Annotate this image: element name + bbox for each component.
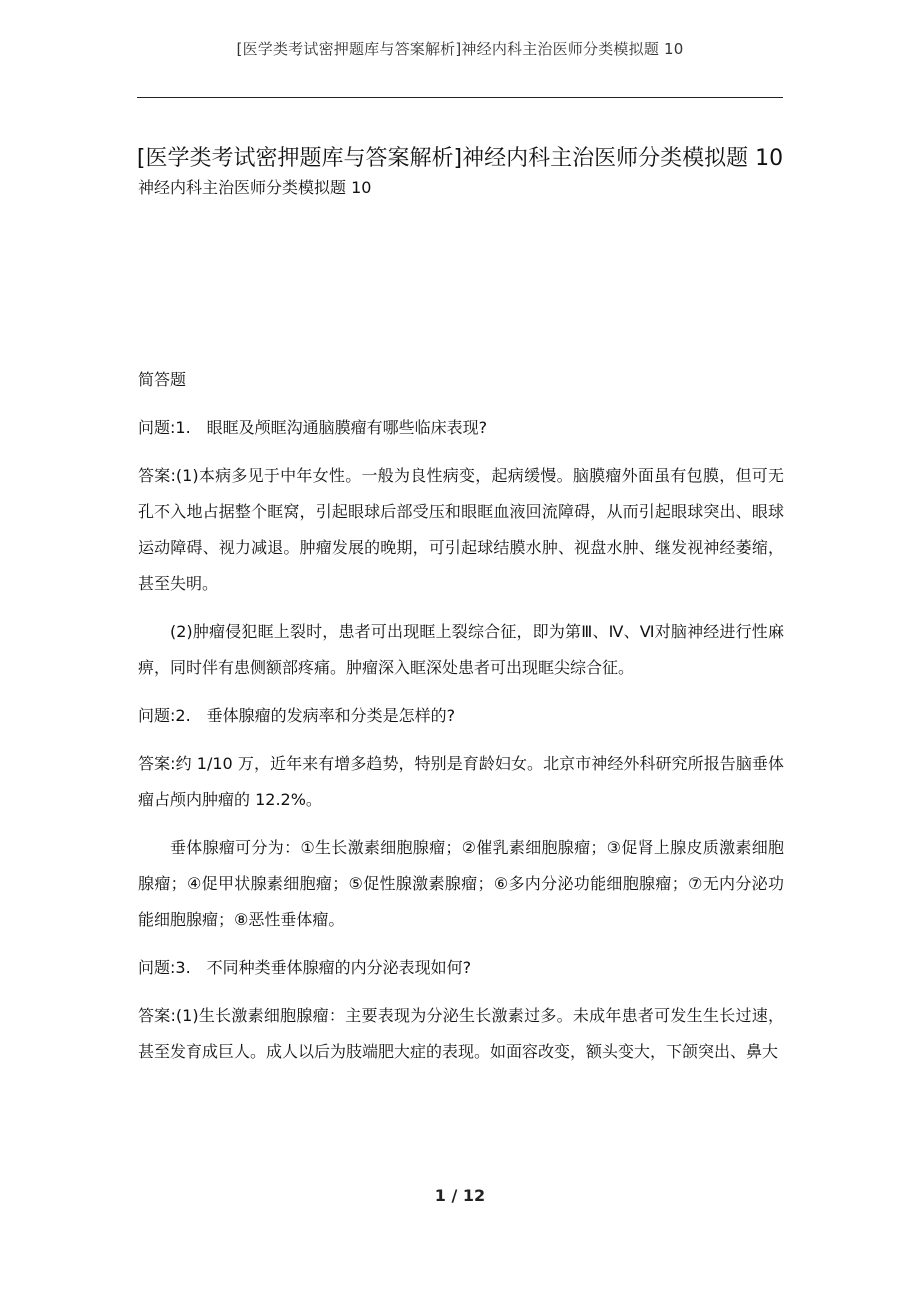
- question-2: 问题:2. 垂体腺瘤的发病率和分类是怎样的?: [138, 706, 456, 725]
- answer-2-paragraph-2: 垂体腺瘤可分为：①生长激素细胞腺瘤；②催乳素细胞腺瘤；③促肾上腺皮质激素细胞腺瘤；④促甲状腺素细胞瘤；⑤促性腺激素腺瘤；⑥多内分泌功能细胞腺瘤；⑦无内分泌功能细胞腺瘤；⑧恶性垂体瘤。: [138, 838, 784, 929]
- section-heading: 简答题: [138, 370, 187, 389]
- document-subtitle: 神经内科主治医师分类模拟题 10: [138, 178, 372, 197]
- question-1: 问题:1. 眼眶及颅眶沟通脑膜瘤有哪些临床表现?: [138, 418, 488, 437]
- page-indicator: 1 / 12: [434, 1186, 486, 1205]
- answer-2-paragraph-1: 答案:约 1/10 万，近年来有增多趋势，特别是育龄妇女。北京市神经外科研究所报告脑垂体瘤占颅内肿瘤的 12.2%。: [138, 754, 784, 809]
- question-3: 问题:3. 不同种类垂体腺瘤的内分泌表现如何?: [138, 958, 472, 977]
- answer-3-paragraph-1: 答案:(1)生长激素细胞腺瘤：主要表现为分泌生长激素过多。未成年患者可发生生长过速，甚至发育成巨人。成人以后为肢端肥大症的表现。如面容改变，额头变大，下颌突出、鼻大: [138, 1006, 784, 1061]
- header-divider: [137, 97, 783, 98]
- document-body: [138, 362, 784, 1082]
- running-header: [医学类考试密押题库与答案解析]神经内科主治医师分类模拟题 10: [236, 40, 684, 58]
- document-title: [医学类考试密押题库与答案解析]神经内科主治医师分类模拟题 10: [136, 145, 784, 171]
- answer-1-paragraph-1: 答案:(1)本病多见于中年女性。一般为良性病变，起病缓慢。脑膜瘤外面虽有包膜，但可无孔不入地占据整个眶窝，引起眼球后部受压和眼眶血液回流障碍，从而引起眼球突出、眼球运动障碍、视力减退。肿瘤发展的晚期，可引起球结膜水肿、视盘水肿、继发视神经萎缩，甚至失明。: [138, 466, 784, 593]
- answer-1-paragraph-2: (2)肿瘤侵犯眶上裂时，患者可出现眶上裂综合征，即为第Ⅲ、Ⅳ、Ⅵ对脑神经进行性麻痹，同时伴有患侧额部疼痛。肿瘤深入眶深处患者可出现眶尖综合征。: [138, 622, 784, 677]
